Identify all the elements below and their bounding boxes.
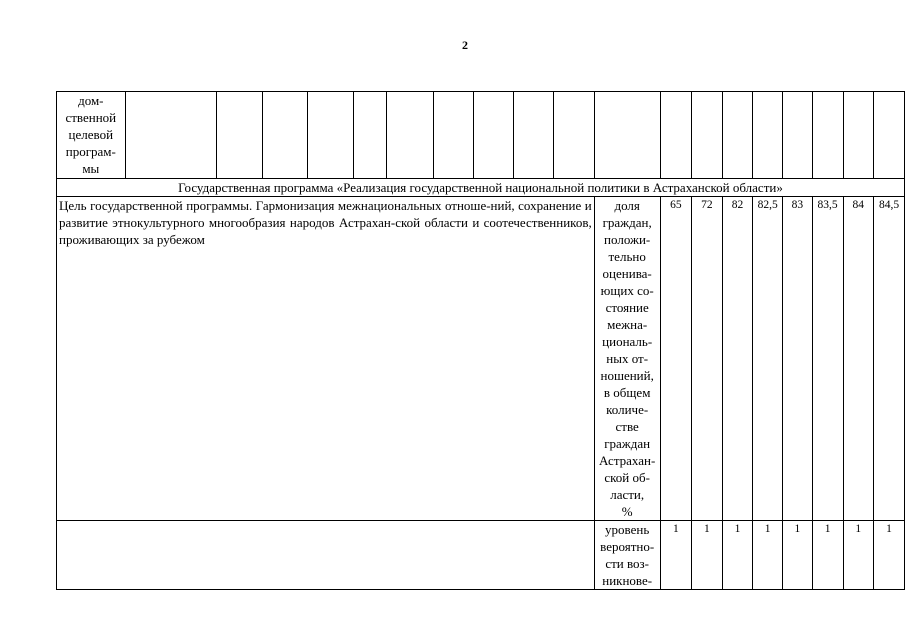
empty-cell xyxy=(553,92,594,179)
empty-cell xyxy=(308,92,354,179)
page-number: 2 xyxy=(462,38,468,52)
indicator-line: ющих со- xyxy=(600,283,654,298)
indicator-line: сти воз- xyxy=(605,556,649,571)
indicator-line: в общем xyxy=(603,385,651,400)
indicator-line: положи- xyxy=(604,232,651,247)
empty-cell xyxy=(692,92,723,179)
indicator-value: 84,5 xyxy=(874,197,905,521)
indicator-line: ласти, xyxy=(610,487,645,502)
empty-cell xyxy=(753,92,783,179)
empty-cell xyxy=(812,92,843,179)
indicator-line: количе- xyxy=(606,402,649,417)
empty-cell xyxy=(57,521,595,590)
empty-cell xyxy=(594,92,660,179)
indicator-value: 1 xyxy=(874,521,905,590)
indicator-value: 82,5 xyxy=(753,197,783,521)
indicator-value: 82 xyxy=(722,197,753,521)
indicator-row xyxy=(57,197,905,521)
indicator-value: 1 xyxy=(753,521,783,590)
empty-cell xyxy=(660,92,692,179)
stub-line: дом- xyxy=(78,93,104,108)
empty-cell xyxy=(874,92,905,179)
empty-cell xyxy=(354,92,387,179)
indicator-value: 1 xyxy=(783,521,813,590)
indicator-value: 1 xyxy=(843,521,874,590)
indicator-line: граждан, xyxy=(602,215,652,230)
indicator-value: 65 xyxy=(660,197,692,521)
empty-cell xyxy=(722,92,753,179)
stub-line: целевой xyxy=(68,127,114,142)
indicator-line: ской об- xyxy=(604,470,650,485)
indicator-value: 1 xyxy=(692,521,723,590)
empty-cell xyxy=(262,92,308,179)
indicator-line: стве xyxy=(615,419,639,434)
indicator-line: вероятно- xyxy=(600,539,655,554)
empty-cell xyxy=(387,92,434,179)
indicator-value: 83,5 xyxy=(812,197,843,521)
indicator-value: 1 xyxy=(812,521,843,590)
indicator-name xyxy=(594,521,660,590)
indicator-row xyxy=(57,521,905,590)
indicators-table xyxy=(56,91,905,590)
empty-cell xyxy=(513,92,553,179)
indicator-value: 84 xyxy=(843,197,874,521)
indicator-value: 83 xyxy=(783,197,813,521)
indicator-line: уровень xyxy=(605,522,650,537)
stub-cell xyxy=(57,92,126,179)
stub-line: мы xyxy=(82,161,100,176)
indicator-line: доля xyxy=(614,198,640,213)
indicator-line: ношений, xyxy=(600,368,654,383)
program-title: Государственная программа «Реализация государственной национальной политики в Астраханской области» xyxy=(57,179,905,197)
indicator-line: стояние xyxy=(605,300,649,315)
indicator-line: Астрахан- xyxy=(598,453,656,468)
program-title-row xyxy=(57,179,905,197)
indicator-line: тельно xyxy=(608,249,646,264)
stub-line: ственной xyxy=(65,110,117,125)
empty-cell xyxy=(125,92,216,179)
indicator-value: 72 xyxy=(692,197,723,521)
indicator-value: 1 xyxy=(660,521,692,590)
empty-cell xyxy=(434,92,474,179)
indicator-value: 1 xyxy=(722,521,753,590)
indicator-line: циональ- xyxy=(602,334,653,349)
indicator-line: никнове- xyxy=(602,573,653,588)
empty-cell xyxy=(843,92,874,179)
indicator-line: оценива- xyxy=(602,266,652,281)
indicator-line: межна- xyxy=(607,317,648,332)
goal-text: Цель государственной программы. Гармонизация межнациональных отноше-ний, сохранение и развитие этнокультурного многообразия народов Астрахан-ской области и соотечественников, проживающих за рубежом xyxy=(57,197,595,521)
empty-cell xyxy=(473,92,513,179)
stub-line: програм- xyxy=(65,144,116,159)
indicator-name xyxy=(594,197,660,521)
stub-row xyxy=(57,92,905,179)
empty-cell xyxy=(783,92,813,179)
indicator-line: ных от- xyxy=(606,351,649,366)
empty-cell xyxy=(216,92,262,179)
indicator-line: % xyxy=(621,504,633,519)
indicator-line: граждан xyxy=(604,436,651,451)
